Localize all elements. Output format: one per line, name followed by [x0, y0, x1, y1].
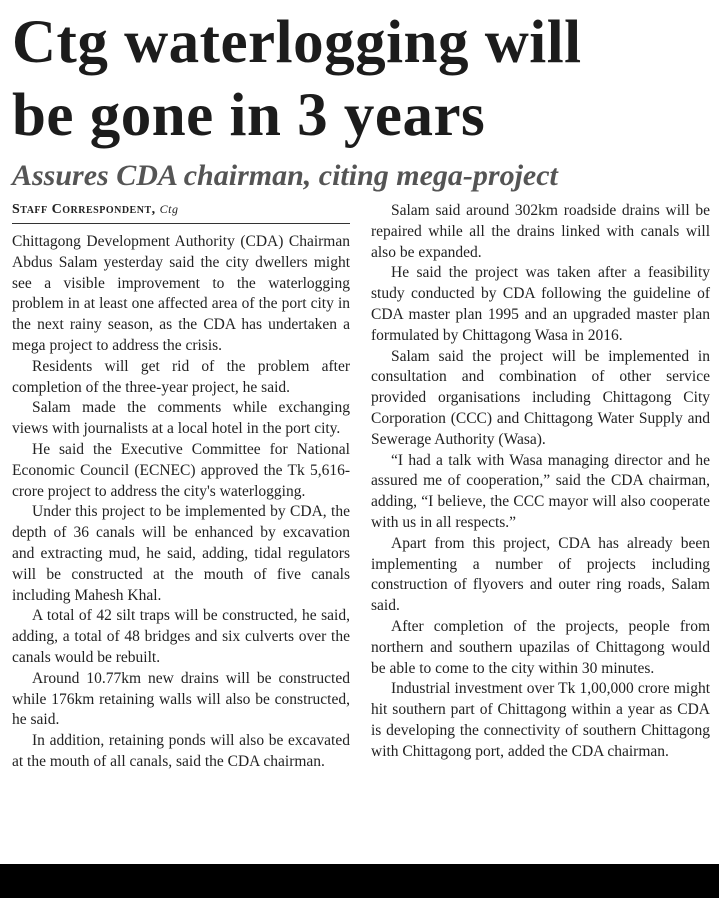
paragraph: Apart from this project, CDA has already been implementing a number of projects including construction of flyovers and outer ring roads, Salam said. — [371, 534, 710, 615]
paragraph: He said the project was taken after a feasibility study conducted by CDA following the guideline of CDA master plan 1995 and an upgraded master plan formulated by Chittagong Wasa in 2016. — [371, 264, 710, 344]
bottom-black-bar — [0, 864, 719, 898]
paragraph: Residents will get rid of the problem after completion of the three-year project, he said. — [12, 357, 350, 396]
paragraph: Chittagong Development Authority (CDA) Chairman Abdus Salam yesterday said the city dwellers might see a visible improvement to the waterlogging problem in at least one affected area of the port city in the next rainy season, as the CDA has undertaken a mega project to address the crisis. — [12, 233, 350, 354]
byline-author: Staff Correspondent, — [12, 202, 156, 217]
paragraph: A total of 42 silt traps will be constructed, he said, adding, a total of 48 bridges and six culverts over the canals would be rebuilt. — [12, 607, 350, 666]
paragraph: Salam said around 302km roadside drains will be repaired while all the drains linked with canals will also be expanded. — [371, 202, 710, 261]
paragraph: Salam made the comments while exchanging views with journalists at a local hotel in the port city. — [12, 399, 350, 438]
paragraph: After completion of the projects, people from northern and southern upazilas of Chittagong would be able to come to the city within 30 minutes. — [371, 617, 710, 677]
headline-line-2: be gone in 3 years — [12, 82, 486, 149]
paragraph: He said the Executive Committee for National Economic Council (ECNEC) approved the Tk 5,616-crore project to address the city's waterlogging. — [12, 440, 350, 500]
paragraph: In addition, retaining ponds will also be excavated at the mouth of all canals, said the CDA chairman. — [12, 732, 350, 770]
paragraph: “I had a talk with Wasa managing director and he assured me of cooperation,” said the CDA chairman, adding, “I believe, the CCC mayor will also cooperate with us in all respects.” — [371, 451, 710, 531]
paragraph: Salam said the project will be implemented in consultation and combination of other service provided organisations including Chittagong City Corporation (CCC) and Chittagong Water Supply and Sewerage Authority (Wasa). — [371, 347, 710, 448]
subheadline: Assures CDA chairman, citing mega-project — [12, 159, 558, 192]
headline-line-1: Ctg waterlogging will — [12, 9, 582, 76]
paragraph: Industrial investment over Tk 1,00,000 crore might hit southern part of Chittagong within a year as CDA is developing the connectivity of southern Chittagong with Chittagong port, added the CDA chairman. — [371, 680, 710, 760]
paragraph: Around 10.77km new drains will be constructed while 176km retaining walls will also be constructed, he said. — [12, 669, 350, 729]
article-column-right — [371, 201, 710, 763]
headline — [12, 6, 712, 152]
article-column-left — [12, 199, 350, 773]
byline — [12, 199, 350, 224]
dateline: Ctg — [159, 202, 179, 216]
paragraph: Under this project to be implemented by CDA, the depth of 36 canals will be enhanced by excavation and extracting mud, he said, adding, tidal regulators will be constructed at the mouth of five canals including Mahesh Khal. — [12, 503, 350, 604]
